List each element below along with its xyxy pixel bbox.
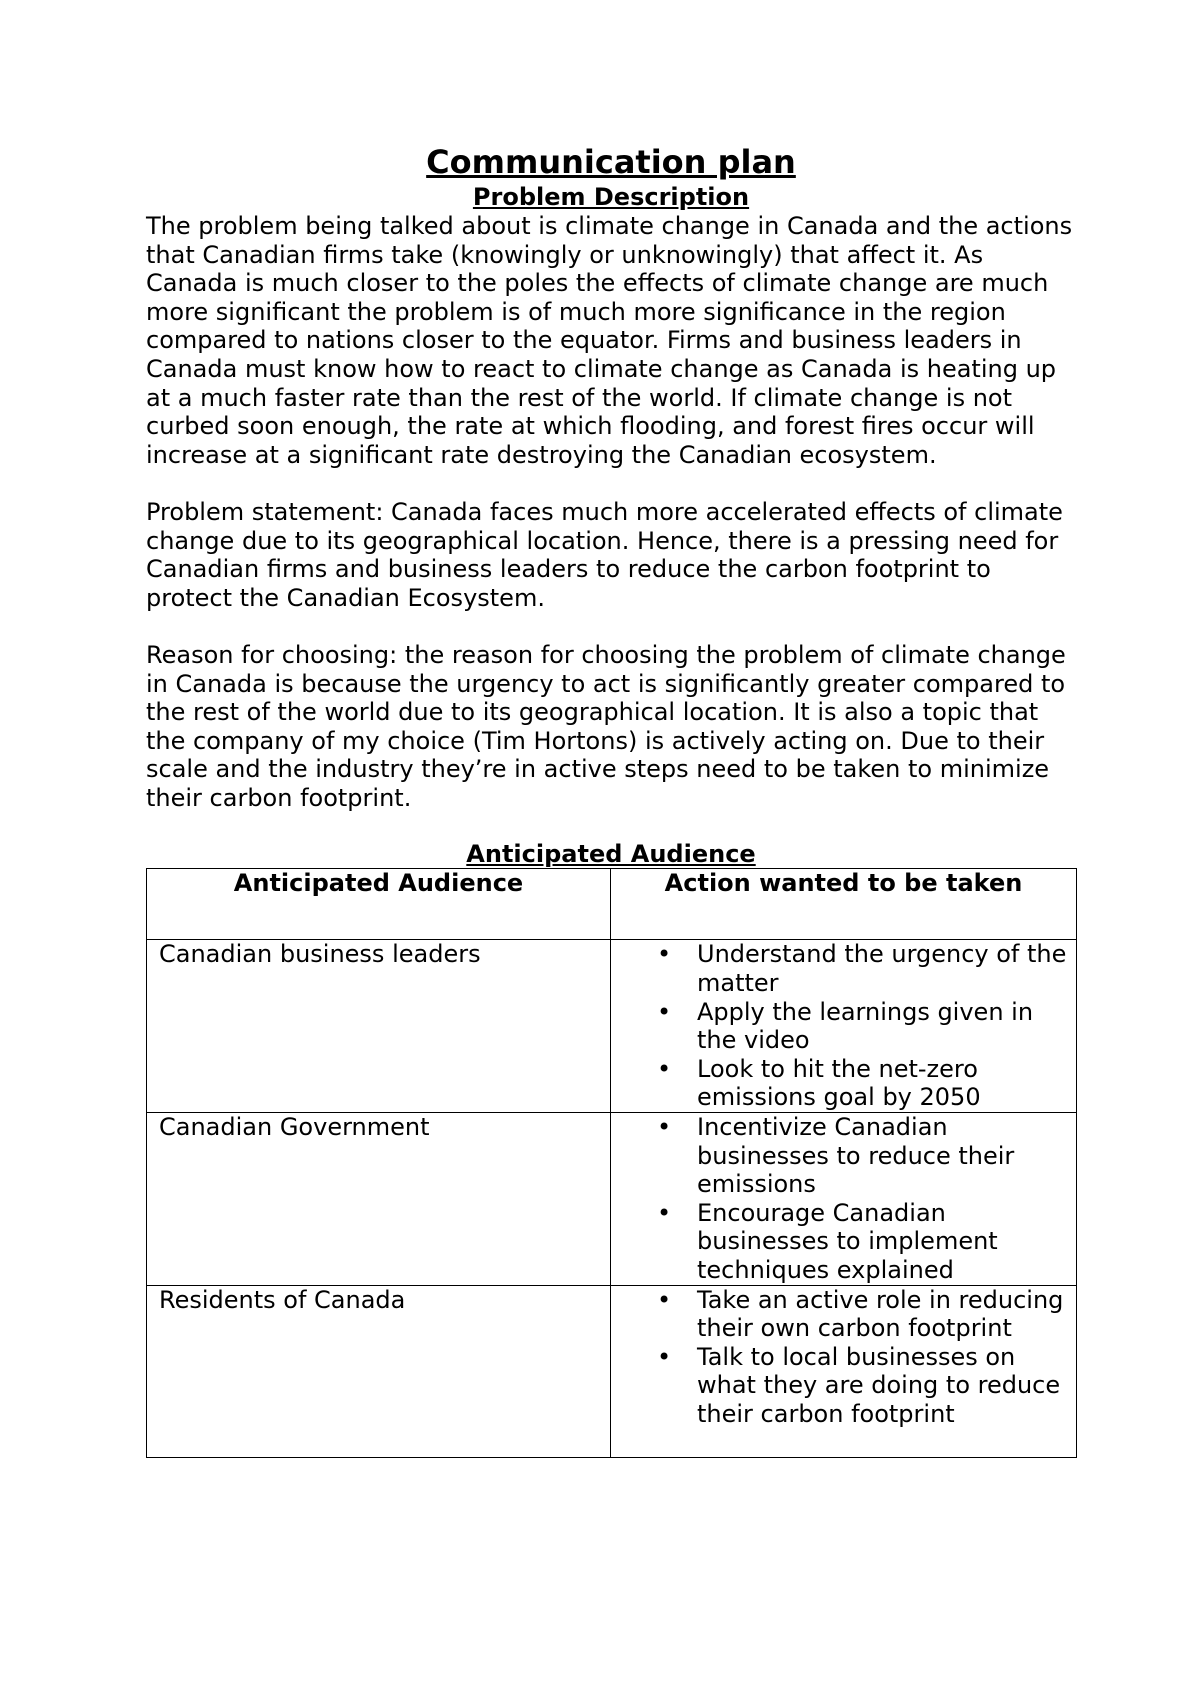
- list-item: • Take an active role in reducing their own carbon footprint: [611, 1286, 1076, 1343]
- problem-description-paragraph: The problem being talked about is climate change in Canada and the actions that Canadian firms take (knowingly or unknowingly) that affect it. As Canada is much closer to the poles the effects of climate change are much more significant the problem is of much more significance in the region compared to nations closer to the equator. Firms and business leaders in Canada must know how to react to climate change as Canada is heating up at a much faster rate than the rest of the world. If climate change is not curbed soon enough, the rate at which flooding, and forest fires occur will increase at a significant rate destroying the Canadian ecosystem.: [146, 212, 1073, 469]
- audience-cell: Canadian business leaders: [147, 940, 611, 1113]
- list-item: • Talk to local businesses on what they are doing to reduce their carbon footprint: [611, 1343, 1076, 1429]
- audience-table-caption: Anticipated Audience: [466, 840, 756, 869]
- reason-for-choosing-paragraph: Reason for choosing: the reason for choosing the problem of climate change in Canada is because the urgency to act is significantly greater compared to the rest of the world due to its geographical location. It is also a topic that the company of my choice (Tim Hortons) is actively acting on. Due to their scale and the industry they’re in active steps need to be taken to minimize their carbon footprint.: [146, 640, 1066, 812]
- audience-cell: Residents of Canada: [147, 1285, 611, 1457]
- actions-list: [611, 940, 1076, 1112]
- problem-statement-paragraph: Problem statement: Canada faces much more accelerated effects of climate change due to its geographical location. Hence, there is a pressing need for Canadian firms and business leaders to reduce the carbon footprint to protect the Canadian Ecosystem.: [146, 497, 1063, 612]
- header-action-wanted: Action wanted to be taken: [611, 869, 1077, 940]
- table-header-row: [147, 869, 1077, 940]
- audience-table: [146, 868, 1077, 1457]
- paragraph-spacer: [146, 612, 1076, 641]
- table-row: [147, 1113, 1077, 1286]
- list-item: • Understand the urgency of the matter: [611, 940, 1076, 997]
- header-anticipated-audience: Anticipated Audience: [147, 869, 611, 940]
- paragraph-spacer: [146, 469, 1076, 498]
- actions-list: [611, 1113, 1076, 1285]
- actions-list: [611, 1286, 1076, 1429]
- table-row: [147, 940, 1077, 1113]
- document-page: [146, 142, 1076, 1458]
- list-item: • Encourage Canadian businesses to implement techniques explained: [611, 1199, 1076, 1285]
- actions-cell: [611, 940, 1077, 1113]
- table-row: [147, 1285, 1077, 1457]
- section-heading-problem-description: Problem Description: [472, 183, 750, 211]
- list-item: • Look to hit the net-zero emissions goal by 2050: [611, 1055, 1076, 1112]
- list-item: • Apply the learnings given in the video: [611, 998, 1076, 1055]
- document-title: Communication plan: [426, 143, 796, 181]
- actions-cell: [611, 1285, 1077, 1457]
- actions-cell: [611, 1113, 1077, 1286]
- audience-cell: Canadian Government: [147, 1113, 611, 1286]
- list-item: • Incentivize Canadian businesses to reduce their emissions: [611, 1113, 1076, 1199]
